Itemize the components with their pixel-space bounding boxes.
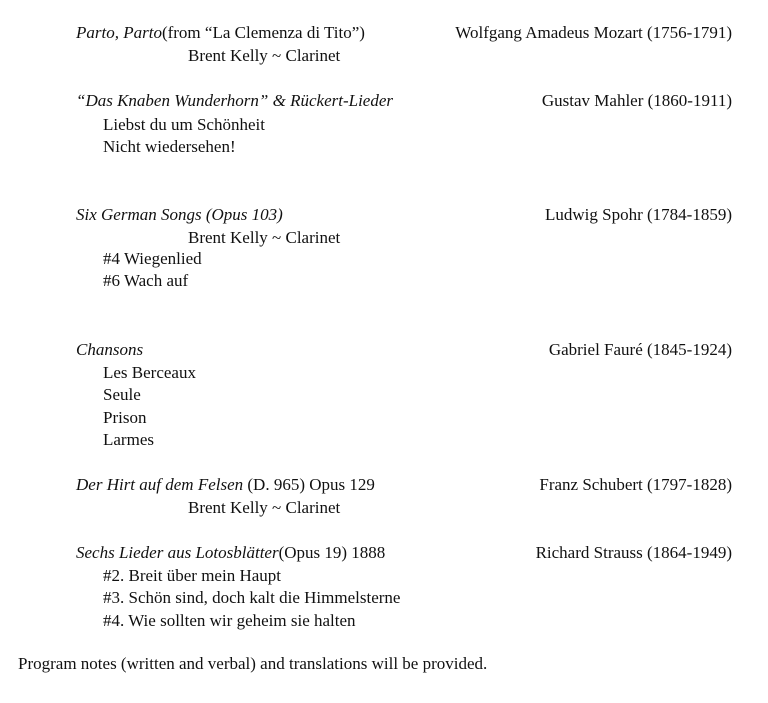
- song-item: Larmes: [103, 430, 154, 449]
- piece-title-detail: (Opus 19) 1888: [278, 543, 386, 562]
- composer: Franz Schubert (1797-1828): [539, 475, 732, 494]
- piece-title-italic: Six German Songs (Opus 103): [76, 205, 283, 224]
- composer: Richard Strauss (1864-1949): [535, 543, 732, 562]
- song-item: #6 Wach auf: [103, 271, 189, 290]
- performer: Brent Kelly ~ Clarinet: [188, 46, 341, 65]
- composer: Wolfgang Amadeus Mozart (1756-1791): [455, 23, 732, 42]
- song-item: Nicht wiedersehen!: [103, 137, 236, 156]
- piece-title: [76, 339, 143, 361]
- footer-note: Program notes (written and verbal) and translations will be provided.: [18, 654, 488, 673]
- performer: Brent Kelly ~ Clarinet: [188, 498, 341, 517]
- composer: Ludwig Spohr (1784-1859): [545, 205, 732, 224]
- song-item: #2. Breit über mein Haupt: [103, 566, 281, 585]
- piece-title: [76, 204, 283, 226]
- piece-title-italic: Der Hirt auf dem Felsen: [76, 475, 244, 494]
- piece-title: [76, 22, 365, 44]
- piece-title-italic: “Das Knaben Wunderhorn” & Rückert-Lieder: [76, 91, 394, 110]
- song-item: #4 Wiegenlied: [103, 249, 202, 268]
- piece-title: [76, 542, 385, 564]
- piece-title: [76, 90, 393, 112]
- composer: Gabriel Fauré (1845-1924): [548, 340, 732, 359]
- piece-title-italic: Chansons: [76, 340, 144, 359]
- piece-title: [76, 474, 375, 496]
- performer: Brent Kelly ~ Clarinet: [188, 228, 341, 247]
- piece-title-italic: Parto, Parto: [76, 23, 162, 42]
- song-item: Prison: [103, 408, 147, 427]
- piece-title-detail: (from “La Clemenza di Tito”): [161, 23, 365, 42]
- song-item: Les Berceaux: [103, 363, 196, 382]
- piece-title-detail: (D. 965) Opus 129: [247, 475, 375, 494]
- song-item: Seule: [103, 385, 141, 404]
- song-item: #4. Wie sollten wir geheim sie halten: [103, 611, 356, 630]
- song-item: #3. Schön sind, doch kalt die Himmelsterne: [103, 588, 401, 607]
- piece-title-italic: Sechs Lieder aus Lotosblätter: [76, 543, 279, 562]
- composer: Gustav Mahler (1860-1911): [541, 91, 732, 110]
- song-item: Liebst du um Schönheit: [103, 115, 265, 134]
